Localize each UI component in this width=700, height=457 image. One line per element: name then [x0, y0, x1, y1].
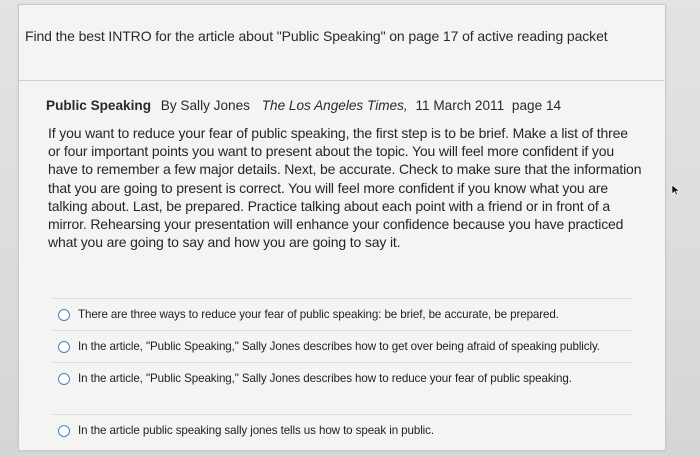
article-line: mirror. Rehearsing your presentation will enhance your confidence because you have practiced — [48, 216, 624, 233]
answer-option-2[interactable] — [52, 330, 632, 362]
answer-option-label: In the article public speaking sally jones tells us how to speak in public. — [78, 424, 434, 437]
answer-option-3[interactable] — [52, 362, 632, 394]
answer-option-1[interactable] — [52, 298, 632, 330]
mouse-pointer-icon — [671, 184, 681, 196]
radio-button-icon[interactable] — [58, 309, 70, 321]
article-line: If you want to reduce your fear of public speaking, the first step is to be brief. Make a list of three — [48, 125, 628, 141]
radio-button-icon[interactable] — [58, 341, 70, 353]
radio-button-icon[interactable] — [58, 373, 70, 385]
article-line: that you are going to present is correct. You will feel more confident if you know what you are — [48, 179, 609, 196]
article-author: By Sally Jones — [160, 98, 250, 113]
article-page: page 14 — [511, 98, 562, 113]
article-title: Public Speaking — [46, 98, 151, 113]
article-line: talking about. Last, be prepared. Practice talking about each point with a friend or in front of a — [48, 197, 610, 214]
answer-option-label: In the article, "Public Speaking," Sally Jones describes how to get over being afraid of speaking publicly. — [78, 340, 600, 353]
article-date: 11 March 2011 — [415, 98, 505, 113]
article-line: what you are going to say and how you are going to say it. — [48, 234, 401, 251]
answer-options — [52, 298, 632, 446]
question-prompt: Find the best INTRO for the article about "Public Speaking" on page 17 of active reading packet — [25, 28, 608, 44]
article-heading — [46, 98, 561, 113]
answer-option-4[interactable] — [52, 414, 632, 446]
article-line: or four important points you want to present about the topic. You will feel more confident if you — [48, 143, 615, 160]
answer-option-label: There are three ways to reduce your fear of public speaking: be brief, be accurate, be prepared. — [78, 308, 559, 321]
article-source: The Los Angeles Times, — [261, 98, 408, 113]
answer-option-label: In the article, "Public Speaking," Sally Jones describes how to reduce your fear of public speaking. — [78, 372, 572, 385]
article-line: have to remember a few major details. Next, be accurate. Check to make sure that the information — [48, 161, 642, 178]
radio-button-icon[interactable] — [58, 425, 70, 437]
article-body — [48, 124, 648, 251]
